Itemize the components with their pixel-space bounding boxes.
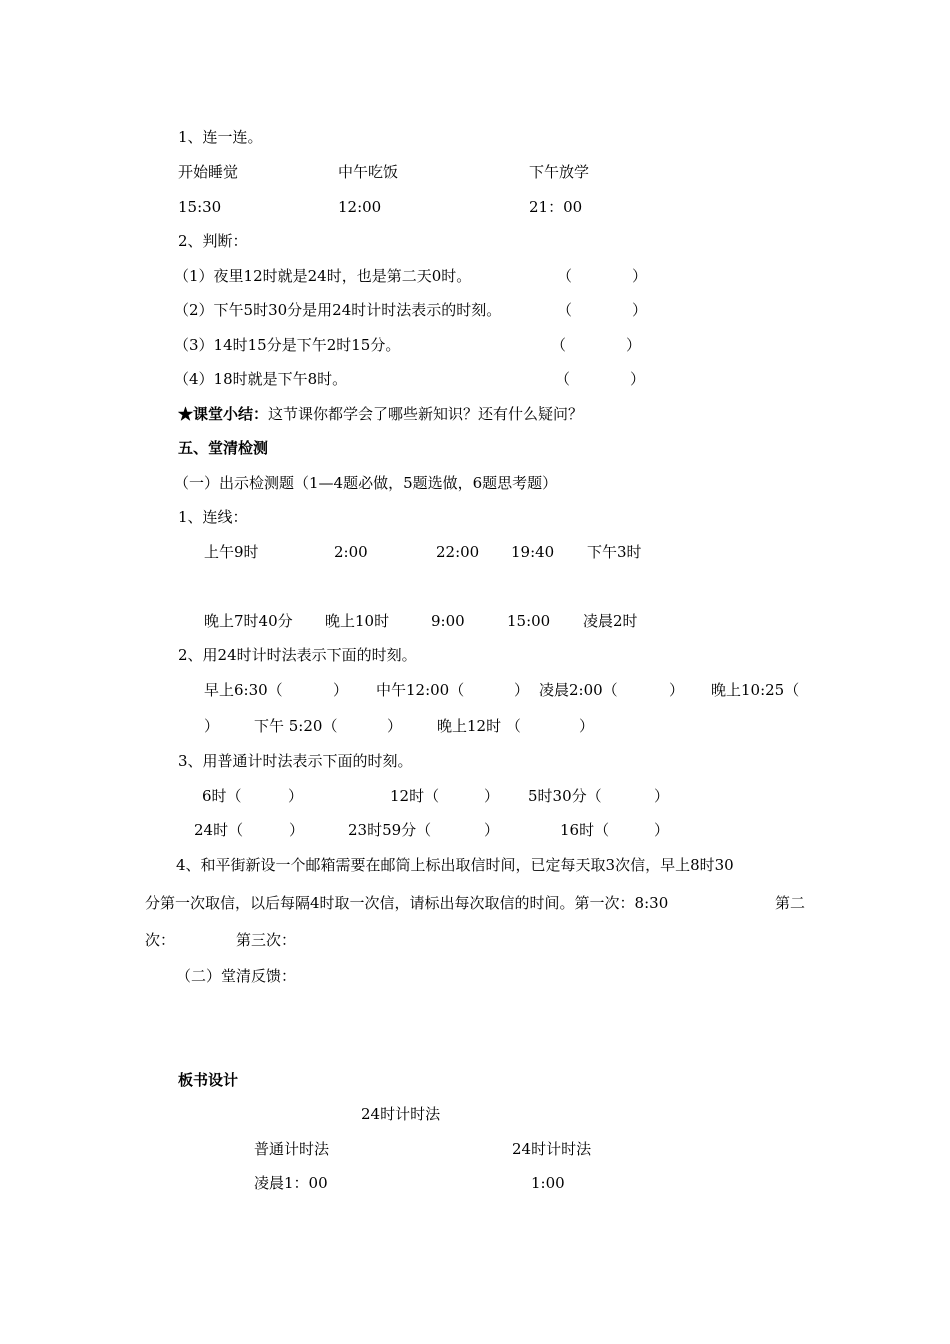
q2-r1-7: 晚上10:25（ [711, 681, 800, 699]
q3-r2-3: 23时59分（ [348, 821, 432, 839]
time-3: 21：00 [529, 198, 583, 216]
q3-title: 3、用普通计时法表示下面的时刻。 [178, 752, 413, 770]
q3-r1-5: 5时30分（ [528, 787, 602, 805]
q1-bottom-4: 15:00 [507, 612, 551, 630]
q3-r2-2: ） [289, 821, 305, 839]
q1-title: 1、连线： [178, 508, 248, 526]
board-example-1: 凌晨1：00 [254, 1174, 328, 1192]
section-5-intro: （一）出示检测题（1—4题必做，5题选做，6题思考题） [174, 474, 558, 492]
q3-r1-2: ） [288, 787, 304, 805]
q3-r2-1: 24时（ [194, 821, 244, 839]
time-1: 15:30 [178, 198, 222, 216]
q2-r2-2: 下午 5:20（ [254, 717, 338, 735]
board-col-2: 24时计时法 [512, 1140, 592, 1158]
q1-bottom-3: 9:00 [431, 612, 465, 630]
q2-title: 2、用24时计时法表示下面的时刻。 [178, 646, 417, 664]
judge-blank-1[interactable]: （ ） [557, 267, 648, 285]
q2-r2-1: ） [204, 717, 220, 735]
q3-r1-6: ） [654, 787, 670, 805]
q2-r2-3: ） [387, 717, 403, 735]
summary-text: 这节课你都学会了哪些新知识？还有什么疑问？ [268, 405, 584, 423]
judge-item-1: （1）夜里12时就是24时，也是第二天0时。 [174, 267, 472, 285]
board-heading: 24时计时法 [361, 1105, 441, 1123]
q3-r1-4: ） [484, 787, 500, 805]
q2-r2-4: 晚上12时 （ [437, 717, 521, 735]
summary-label: ★课堂小结： [178, 405, 269, 423]
s2-title: 2、判断： [178, 232, 248, 250]
q2-r1-3: 中午12:00（ [376, 681, 465, 699]
judge-blank-4[interactable]: （ ） [555, 370, 646, 388]
q4-line-2-end: 第二 [775, 894, 806, 912]
judge-item-3: （3）14时15分是下午2时15分。 [174, 336, 401, 354]
q2-r1-5: 凌晨2:00（ [539, 681, 618, 699]
q1-bottom-2: 晚上10时 [325, 612, 390, 630]
q3-r2-6: ） [654, 821, 670, 839]
q2-r1-2: ） [333, 681, 349, 699]
q1-bottom-5: 凌晨2时 [583, 612, 638, 630]
q4-line-3-third: 第三次： [236, 931, 297, 949]
s1-title: 1、连一连。 [178, 128, 263, 146]
activity-2: 中午吃饭 [338, 163, 399, 181]
q2-r1-1: 早上6:30（ [204, 681, 283, 699]
q1-top-4: 19:40 [511, 543, 555, 561]
q1-top-2: 2:00 [334, 543, 368, 561]
q1-top-3: 22:00 [436, 543, 480, 561]
board-title: 板书设计 [178, 1071, 239, 1089]
board-col-1: 普通计时法 [254, 1140, 330, 1158]
q1-bottom-1: 晚上7时40分 [204, 612, 293, 630]
q3-r1-3: 12时（ [390, 787, 440, 805]
feedback: （二）堂清反馈： [176, 967, 297, 985]
section-5-title: 五、堂清检测 [178, 439, 269, 457]
q3-r1-1: 6时（ [202, 787, 242, 805]
q2-r1-4: ） [514, 681, 530, 699]
activity-1: 开始睡觉 [178, 163, 239, 181]
q3-r2-4: ） [484, 821, 500, 839]
time-2: 12:00 [338, 198, 382, 216]
q2-r1-6: ） [669, 681, 685, 699]
q4-line-1: 4、和平街新设一个邮箱需要在邮筒上标出取信时间，已定每天取3次信，早上8时30 [176, 856, 734, 874]
q1-top-1: 上午9时 [204, 543, 259, 561]
q4-line-3-start: 次： [145, 931, 176, 949]
q1-top-5: 下午3时 [587, 543, 642, 561]
q3-r2-5: 16时（ [560, 821, 610, 839]
q2-r2-5: ） [579, 717, 595, 735]
activity-3: 下午放学 [529, 163, 590, 181]
judge-item-4: （4）18时就是下午8时。 [174, 370, 348, 388]
q4-line-2: 分第一次取信，以后每隔4时取一次信，请标出每次取信的时间。第一次：8:30 [145, 894, 669, 912]
judge-blank-3[interactable]: （ ） [551, 336, 642, 354]
judge-blank-2[interactable]: （ ） [557, 301, 648, 319]
summary [178, 404, 583, 424]
board-example-2: 1:00 [531, 1174, 565, 1192]
judge-item-2: （2）下午5时30分是用24时计时法表示的时刻。 [174, 301, 502, 319]
